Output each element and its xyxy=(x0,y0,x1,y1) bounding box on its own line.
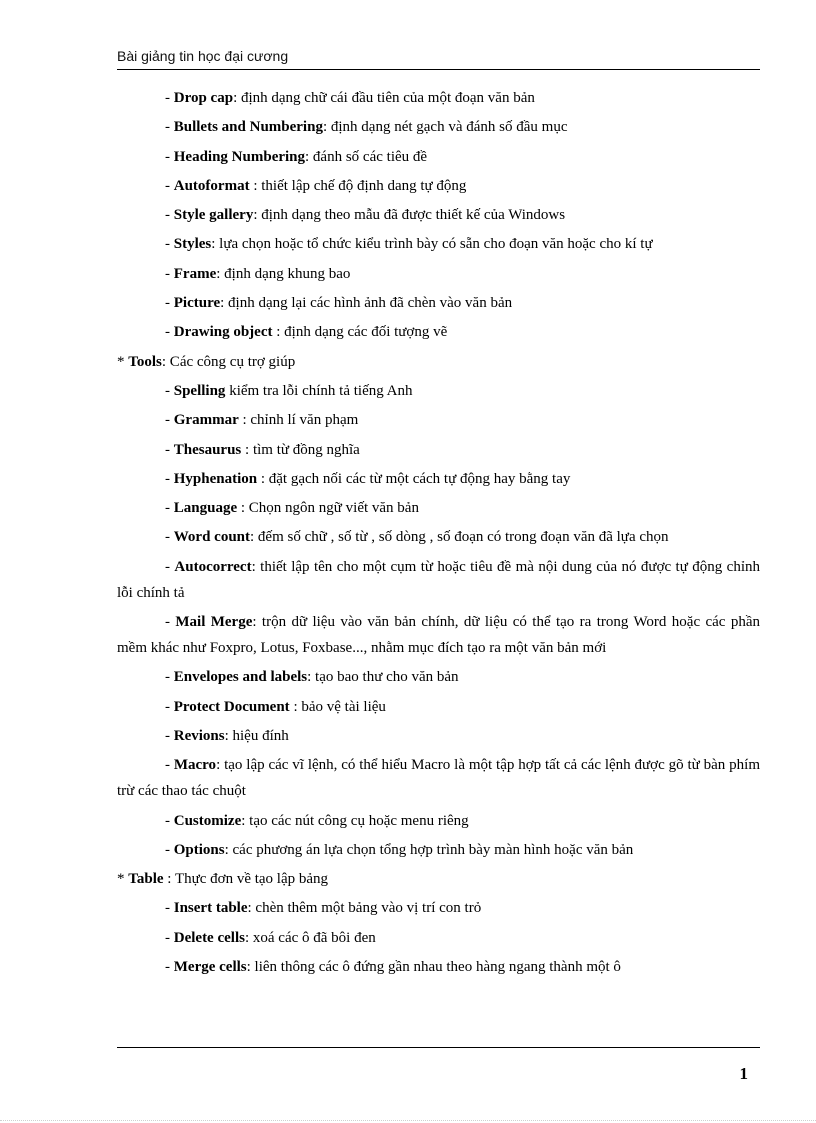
menu-item-entry xyxy=(117,437,760,463)
entry-description: : định dạng khung bao xyxy=(216,265,351,282)
menu-item-entry xyxy=(117,837,760,863)
entry-term: Word count xyxy=(173,529,251,546)
entry-prefix: - xyxy=(165,236,174,253)
menu-item-entry xyxy=(117,925,760,951)
entry-term: Frame xyxy=(173,265,217,282)
entry-term: Thesaurus xyxy=(173,441,242,458)
entry-prefix: - xyxy=(165,500,174,517)
entry-prefix: - xyxy=(165,757,174,774)
menu-item-entry xyxy=(117,954,760,980)
entry-description: : định dạng theo mẫu đã được thiết kế của Windows xyxy=(253,207,566,224)
entry-prefix: - xyxy=(165,295,174,312)
menu-item-entry xyxy=(117,378,760,404)
entry-description: : lựa chọn hoặc tổ chức kiểu trình bày có sẵn cho đoạn văn hoặc cho kí tự xyxy=(211,236,653,253)
entry-description: : Chọn ngôn ngữ viết văn bản xyxy=(237,500,419,517)
entry-term: Merge cells xyxy=(173,959,247,976)
entry-description: : Các công cụ trợ giúp xyxy=(161,353,296,370)
entry-prefix: - xyxy=(165,265,174,282)
entry-term: Envelopes and labels xyxy=(173,669,308,686)
entry-description: : định dạng các đối tượng vẽ xyxy=(272,324,448,341)
entry-term: Picture xyxy=(173,295,221,312)
menu-item-entry xyxy=(117,554,760,606)
entry-prefix: - xyxy=(165,929,174,946)
menu-item-entry xyxy=(117,694,760,720)
entry-term: Hyphenation xyxy=(173,470,258,487)
entry-prefix: - xyxy=(165,727,174,744)
entry-description: : tìm từ đồng nghĩa xyxy=(241,441,360,458)
entry-prefix: - xyxy=(165,90,174,106)
entry-prefix: - xyxy=(165,669,174,686)
entry-description: : bảo vệ tài liệu xyxy=(289,698,386,715)
entry-term: Autocorrect xyxy=(174,558,252,575)
entry-description: : các phương án lựa chọn tổng hợp trình bày màn hình hoặc văn bản xyxy=(224,841,634,858)
entry-term: Autoformat xyxy=(173,177,250,194)
entry-prefix: - xyxy=(165,812,174,829)
menu-item-entry xyxy=(117,524,760,550)
entry-term: Insert table xyxy=(173,900,248,917)
entry-description: : trộn dữ liệu vào văn bản chính, dữ liệu có thể tạo ra trong Word hoặc các phần mềm khác như Foxpro, Lotus, Foxbase..., nhằm mục đích tạo ra một văn bản mới xyxy=(117,614,760,657)
menu-item-entry xyxy=(117,114,760,140)
entry-description: : đặt gạch nối các từ một cách tự động hay bằng tay xyxy=(257,470,571,487)
entry-term: Customize xyxy=(173,812,242,829)
entry-description: : định dạng chữ cái đầu tiên của một đoạn văn bản xyxy=(233,90,535,106)
entry-term: Grammar xyxy=(173,412,239,429)
entry-prefix: - xyxy=(165,324,174,341)
entry-description: : chèn thêm một bảng vào vị trí con trỏ xyxy=(247,900,482,917)
entry-term: Styles xyxy=(173,236,212,253)
entry-description: : đếm số chữ , số từ , số dòng , số đoạn có trong đoạn văn đã lựa chọn xyxy=(250,529,669,546)
menu-section-heading xyxy=(117,349,760,375)
entry-prefix: - xyxy=(165,614,176,631)
entry-term: Language xyxy=(173,500,238,517)
entry-term: Protect Document xyxy=(173,698,290,715)
menu-item-entry xyxy=(117,752,760,804)
menu-item-entry xyxy=(117,290,760,316)
menu-item-entry xyxy=(117,808,760,834)
document-body xyxy=(117,85,760,983)
page-header-title: Bài giảng tin học đại cương xyxy=(117,48,289,64)
entry-term: Bullets and Numbering xyxy=(173,119,323,136)
menu-item-entry xyxy=(117,202,760,228)
entry-term: Drop cap xyxy=(173,90,234,106)
entry-term: Tools xyxy=(128,353,162,370)
page-edge-divider xyxy=(0,1120,816,1121)
entry-prefix: * xyxy=(117,353,129,370)
entry-term: Macro xyxy=(173,757,217,774)
entry-prefix: * xyxy=(117,871,129,888)
page-number: 1 xyxy=(739,1064,748,1083)
entry-term: Style gallery xyxy=(173,207,254,224)
menu-item-entry xyxy=(117,85,760,111)
entry-prefix: - xyxy=(165,841,174,858)
menu-item-entry xyxy=(117,609,760,661)
menu-item-entry xyxy=(117,319,760,345)
entry-prefix: - xyxy=(165,698,174,715)
entry-term: Delete cells xyxy=(173,929,245,946)
menu-section-heading xyxy=(117,866,760,892)
entry-term: Table xyxy=(128,871,164,888)
entry-description: : xoá các ô đã bôi đen xyxy=(244,929,376,946)
entry-description: : tạo lập các vĩ lệnh, có thể hiểu Macro là một tập hợp tất cả các lệnh được gõ từ bàn phím trừ các thao tác chuột xyxy=(117,757,760,800)
entry-prefix: - xyxy=(165,207,174,224)
entry-description: : hiệu đính xyxy=(224,727,289,744)
menu-item-entry xyxy=(117,231,760,257)
menu-item-entry xyxy=(117,407,760,433)
entry-description: : thiết lập chế độ định dang tự động xyxy=(249,177,467,194)
entry-prefix: - xyxy=(165,382,174,399)
entry-description: : liên thông các ô đứng gần nhau theo hàng ngang thành một ô xyxy=(246,959,621,976)
entry-prefix: - xyxy=(165,148,174,165)
entry-description: : tạo bao thư cho văn bản xyxy=(307,669,459,686)
entry-prefix: - xyxy=(165,441,174,458)
menu-item-entry xyxy=(117,895,760,921)
menu-item-entry xyxy=(117,144,760,170)
entry-description: : Thực đơn về tạo lập bảng xyxy=(163,871,329,888)
menu-item-entry xyxy=(117,466,760,492)
menu-item-entry xyxy=(117,664,760,690)
entry-term: Options xyxy=(173,841,225,858)
entry-prefix: - xyxy=(165,529,174,546)
entry-description: : định dạng lại các hình ảnh đã chèn vào văn bản xyxy=(220,295,513,312)
entry-term: Mail Merge xyxy=(175,614,253,631)
entry-description: : chỉnh lí văn phạm xyxy=(238,412,359,429)
entry-prefix: - xyxy=(165,558,175,575)
entry-description: : thiết lập tên cho một cụm từ hoặc tiêu đề mà nội dung của nó được tự động chỉnh lỗi chính tả xyxy=(117,558,760,601)
entry-prefix: - xyxy=(165,119,174,136)
menu-item-entry xyxy=(117,723,760,749)
entry-term: Drawing object xyxy=(173,324,273,341)
footer-divider xyxy=(117,1047,760,1048)
entry-prefix: - xyxy=(165,470,174,487)
entry-term: Revions xyxy=(173,727,225,744)
entry-term: Heading Numbering xyxy=(173,148,306,165)
header-divider xyxy=(117,69,760,70)
entry-description: kiểm tra lỗi chính tả tiếng Anh xyxy=(225,382,413,399)
entry-description: : định dạng nét gạch và đánh số đầu mục xyxy=(322,119,568,136)
entry-prefix: - xyxy=(165,959,174,976)
menu-item-entry xyxy=(117,173,760,199)
entry-description: : tạo các nút công cụ hoặc menu riêng xyxy=(241,812,469,829)
entry-prefix: - xyxy=(165,412,174,429)
menu-item-entry xyxy=(117,261,760,287)
entry-description: : đánh số các tiêu đề xyxy=(305,148,428,165)
entry-prefix: - xyxy=(165,900,174,917)
entry-prefix: - xyxy=(165,177,174,194)
menu-item-entry xyxy=(117,495,760,521)
entry-term: Spelling xyxy=(173,382,226,399)
